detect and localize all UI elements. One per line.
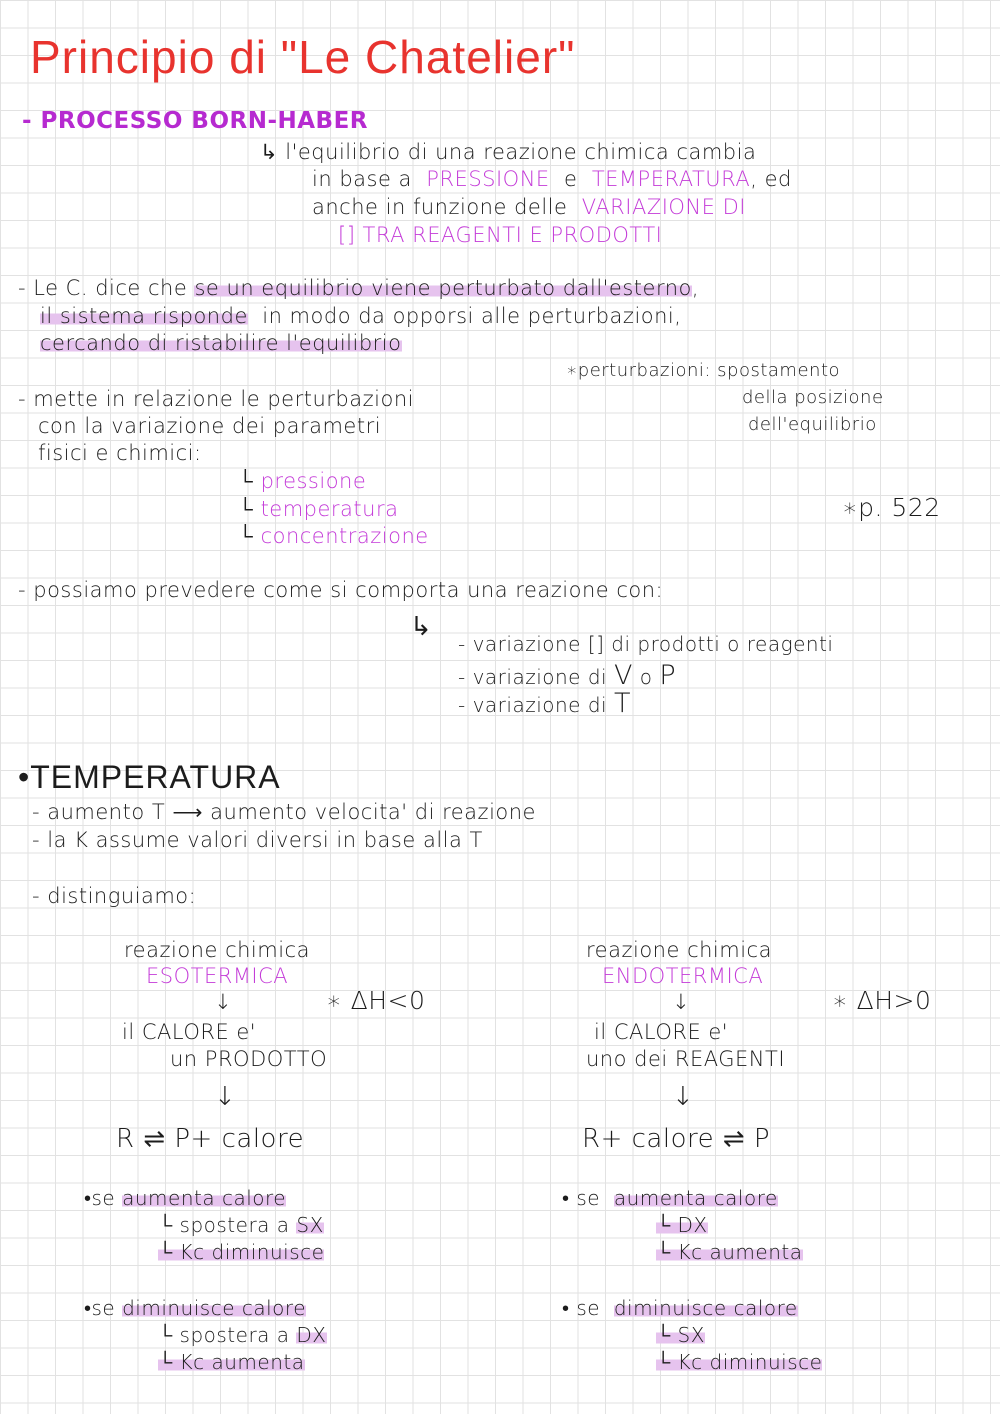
- eso-equation: R ⇌ P+ calore: [116, 1124, 305, 1154]
- eso-delta-h: ∗ ΔH<0: [326, 986, 426, 1015]
- temperatura-line-2: - la K assume valori diversi in base alla T: [32, 828, 483, 852]
- note-line-3: dell'equilibrio: [748, 414, 877, 435]
- endo-label: reazione chimica: [586, 938, 772, 962]
- endo-equation: R+ calore ⇌ P: [582, 1124, 771, 1154]
- endo-bullet-1-item-1: └ DX: [656, 1213, 708, 1237]
- eso-bullet-1: •se aumenta calore: [84, 1186, 287, 1210]
- endo-arrow-2-icon: ↓: [672, 1082, 695, 1112]
- endo-type: ENDOTERMICA: [602, 964, 764, 988]
- intro-line-3: anche in funzione delle VARIAZIONE DI: [312, 195, 746, 219]
- eso-bullet-2-item-1: └ spostera a DX: [158, 1323, 327, 1347]
- note-line-2: della posizione: [742, 387, 884, 408]
- endo-bullet-2: • se diminuisce calore: [562, 1296, 798, 1320]
- endo-bullet-1: • se aumenta calore: [562, 1186, 778, 1210]
- eso-desc-2: un PRODOTTO: [170, 1047, 328, 1071]
- endo-desc-1: il CALORE e': [594, 1020, 729, 1044]
- relation-line-2: con la variazione dei parametri: [38, 414, 382, 438]
- endo-delta-h: ∗ ΔH>0: [832, 986, 932, 1015]
- eso-type: ESOTERMICA: [146, 964, 289, 988]
- endo-desc-2: uno dei REAGENTI: [586, 1047, 786, 1071]
- relation-line-1: - mette in relazione le perturbazioni: [18, 387, 414, 411]
- eso-bullet-2-item-2: └ Kc aumenta: [158, 1350, 305, 1374]
- page-title: Principio di "Le Chatelier": [30, 31, 576, 83]
- eso-bullet-2: •se diminuisce calore: [84, 1296, 307, 1320]
- relation-line-3: fisici e chimici:: [38, 441, 202, 465]
- predict-item-2: - variazione di V o P: [458, 660, 677, 691]
- predict-item-1: - variazione [] di prodotti o reagenti: [458, 632, 834, 656]
- temperatura-heading: •TEMPERATURA: [18, 759, 281, 795]
- eso-arrow-2-icon: ↓: [214, 1082, 237, 1112]
- predict-line: - possiamo prevedere come si comporta una reazione con:: [18, 578, 664, 602]
- relation-item-pressione: └ pressione: [238, 469, 367, 493]
- temperatura-line-3: - distinguiamo:: [32, 884, 197, 908]
- lec-line-3: cercando di ristabilire l'equilibrio: [40, 331, 402, 355]
- born-haber-heading: - PROCESSO BORN-HABER: [22, 108, 369, 134]
- lec-line-1: - Le C. dice che se un equilibrio viene perturbato dall'esterno,: [18, 276, 700, 300]
- page-reference: ∗p. 522: [842, 493, 941, 522]
- endo-bullet-1-item-2: └ Kc aumenta: [656, 1240, 803, 1264]
- intro-line-1: ↳ l'equilibrio di una reazione chimica cambia: [260, 140, 757, 164]
- intro-line-2: in base a PRESSIONE e TEMPERATURA, ed: [312, 167, 792, 191]
- intro-line-4: [] TRA REAGENTI E PRODOTTI: [338, 223, 663, 247]
- eso-bullet-1-item-2: └ Kc diminuisce: [158, 1240, 325, 1264]
- predict-arrow-icon: ↳: [410, 612, 433, 642]
- endo-arrow-icon: ↓: [672, 990, 691, 1014]
- note-line-1: ∗perturbazioni: spostamento: [566, 360, 841, 381]
- eso-desc-1: il CALORE e': [122, 1020, 257, 1044]
- endo-bullet-2-item-2: └ Kc diminuisce: [656, 1350, 823, 1374]
- temperatura-line-1: - aumento T ⟶ aumento velocita' di reazione: [32, 800, 536, 824]
- eso-label: reazione chimica: [124, 938, 310, 962]
- endo-bullet-2-item-1: └ SX: [656, 1323, 705, 1347]
- lec-line-2: il sistema risponde in modo da opporsi alle perturbazioni,: [40, 304, 682, 328]
- eso-arrow-icon: ↓: [214, 990, 233, 1014]
- relation-item-temperatura: └ temperatura: [238, 497, 399, 521]
- eso-bullet-1-item-1: └ spostera a SX: [158, 1213, 324, 1237]
- relation-item-concentrazione: └ concentrazione: [238, 524, 429, 548]
- predict-item-3: - variazione di T: [458, 688, 631, 719]
